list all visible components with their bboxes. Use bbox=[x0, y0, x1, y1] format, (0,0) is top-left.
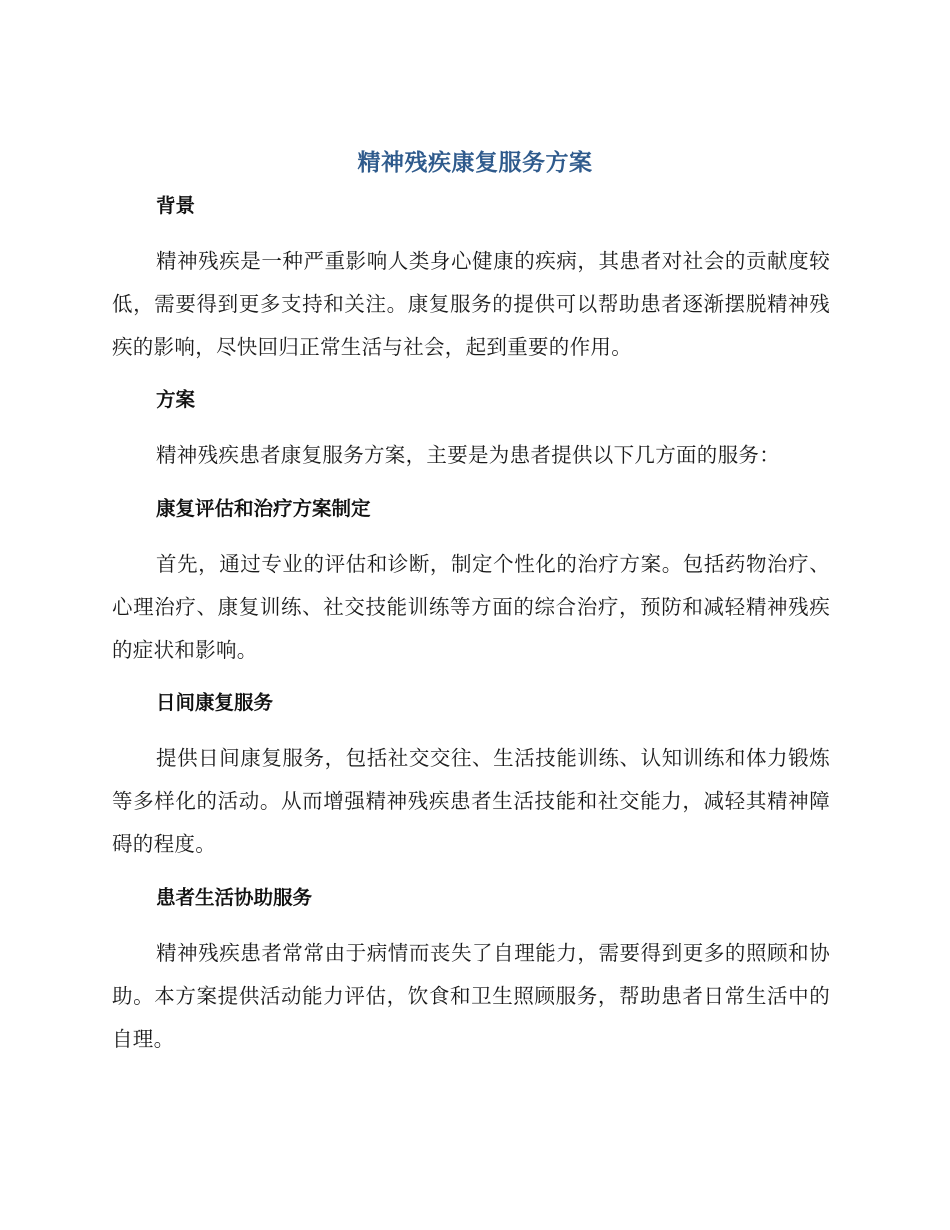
section-paragraph-assessment: 首先，通过专业的评估和诊断，制定个性化的治疗方案。包括药物治疗、心理治疗、康复训练、社交技能训练等方面的综合治疗，预防和减轻精神残疾的症状和影响。 bbox=[112, 552, 830, 662]
section-paragraph-background: 精神残疾是一种严重影响人类身心健康的疾病，其患者对社会的贡献度较低，需要得到更多支持和关注。康复服务的提供可以帮助患者逐渐摆脱精神残疾的影响，尽快回归正常生活与社会，起到重要的作用。 bbox=[112, 249, 830, 359]
section-heading-background: 背景 bbox=[156, 194, 196, 217]
section-paragraph-life-assistance: 精神残疾患者常常由于病情而丧失了自理能力，需要得到更多的照顾和协助。本方案提供活动能力评估，饮食和卫生照顾服务，帮助患者日常生活中的自理。 bbox=[112, 941, 830, 1051]
document-title: 精神残疾康复服务方案 bbox=[357, 150, 593, 176]
section-heading-day-service: 日间康复服务 bbox=[156, 691, 274, 714]
section-paragraph-day-service: 提供日间康复服务，包括社交交往、生活技能训练、认知训练和体力锻炼等多样化的活动。从而增强精神残疾患者生活技能和社交能力，减轻其精神障碍的程度。 bbox=[112, 746, 830, 856]
section-heading-assessment: 康复评估和治疗方案制定 bbox=[156, 497, 371, 520]
section-heading-life-assistance: 患者生活协助服务 bbox=[156, 886, 313, 909]
section-paragraph-plan: 精神残疾患者康复服务方案，主要是为患者提供以下几方面的服务： bbox=[156, 443, 780, 467]
section-heading-plan: 方案 bbox=[156, 388, 196, 411]
